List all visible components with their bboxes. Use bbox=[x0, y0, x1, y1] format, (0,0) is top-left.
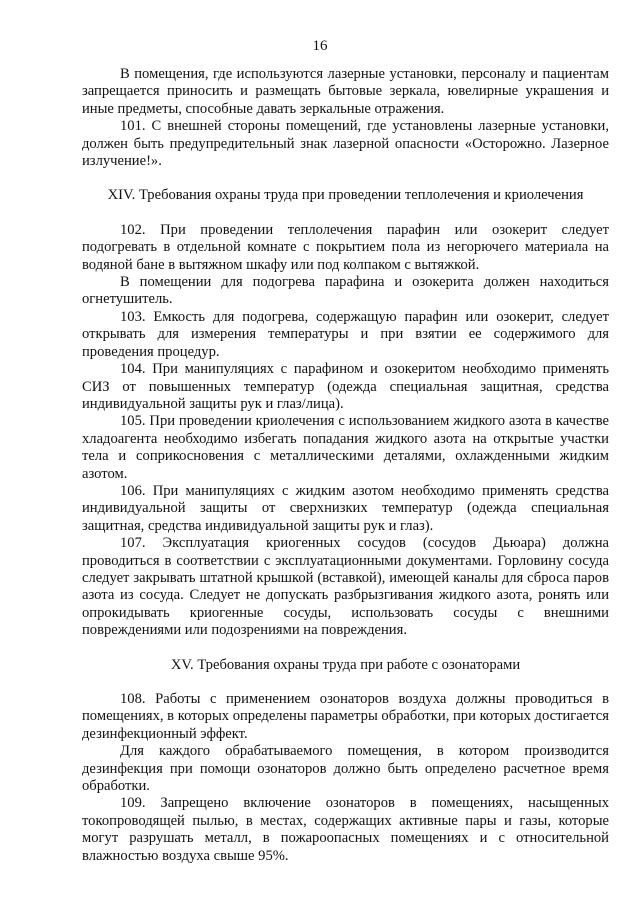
paragraph-102-extinguisher: В помещении для подогрева парафина и озокерита должен находиться огнетушитель. bbox=[82, 274, 609, 308]
paragraph-100-continued: В помещения, где используются лазерные установки, персоналу и пациентам запрещается приносить и размещать бытовые зеркала, ювелирные украшения и иные предметы, способные давать зеркальные отражения. bbox=[82, 66, 609, 117]
paragraph-105: 105. При проведении криолечения с использованием жидкого азота в качестве хладоагента необходимо избегать попадания жидкого азота на открытые участки тела и соприкосновения с металлическими деталями, охлажденными жидким азотом. bbox=[82, 413, 609, 482]
page-number: 16 bbox=[312, 38, 328, 54]
paragraph-103: 103. Емкость для подогрева, содержащую парафин или озокерит, следует открывать для измерения температуры и при взятии ее содержимого для проведения процедур. bbox=[82, 308, 609, 360]
paragraph-107: 107. Эксплуатация криогенных сосудов (сосудов Дьюара) должна проводиться в соответствии с эксплуатационными документами. Горловину сосуда следует закрывать штатной крышкой (вставкой), имеющей каналы для сброса паров азота из сосуда. Следует не допускать разбрызгивания жидкого азота, ронять или опрокидывать криогенные сосуды, использовать сосуды с внешними повреждениями или подозрениями на повреждения. bbox=[82, 535, 609, 639]
paragraph-108-time: Для каждого обрабатываемого помещения, в котором производится дезинфекция при помощи озонаторов должно быть определено расчетное время обработки. bbox=[82, 743, 609, 795]
section-heading-xv: XV. Требования охраны труда при работе с озонаторами bbox=[170, 656, 521, 673]
paragraph-104: 104. При манипуляциях с парафином и озокеритом необходимо применять СИЗ от повышенных температур (одежда специальная защитная, средства индивидуальной защиты рук и глаз/лица). bbox=[82, 361, 609, 412]
paragraph-108: 108. Работы с применением озонаторов воздуха должны проводиться в помещениях, в которых определены параметры обработки, при которых достигается дезинфекционный эффект. bbox=[82, 691, 609, 742]
paragraph-102: 102. При проведении теплолечения парафин или озокерит следует подогревать в отдельной комнате с покрытием пола из негорючего материала на водяной бане в вытяжном шкафу или под колпаком с вытяжкой. bbox=[82, 221, 609, 273]
paragraph-109: 109. Запрещено включение озонаторов в помещениях, насыщенных токопроводящей пылью, в местах, содержащих активные пары и газы, которые могут разрушать металл, в пожароопасных помещениях и с относительной влажностью воздуха свыше 95%. bbox=[82, 795, 609, 864]
paragraph-106: 106. При манипуляциях с жидким азотом необходимо применять средства индивидуальной защиты от сверхнизких температур (одежда специальная защитная, средства индивидуальной защиты рук и глаз). bbox=[82, 482, 609, 534]
document-body bbox=[82, 66, 609, 865]
section-heading-xiv: XIV. Требования охраны труда при проведении теплолечения и криолечения bbox=[107, 187, 584, 204]
paragraph-101: 101. С внешней стороны помещений, где установлены лазерные установки, должен быть предупредительный знак лазерной опасности «Осторожно. Лазерное излучение!». bbox=[82, 118, 609, 170]
